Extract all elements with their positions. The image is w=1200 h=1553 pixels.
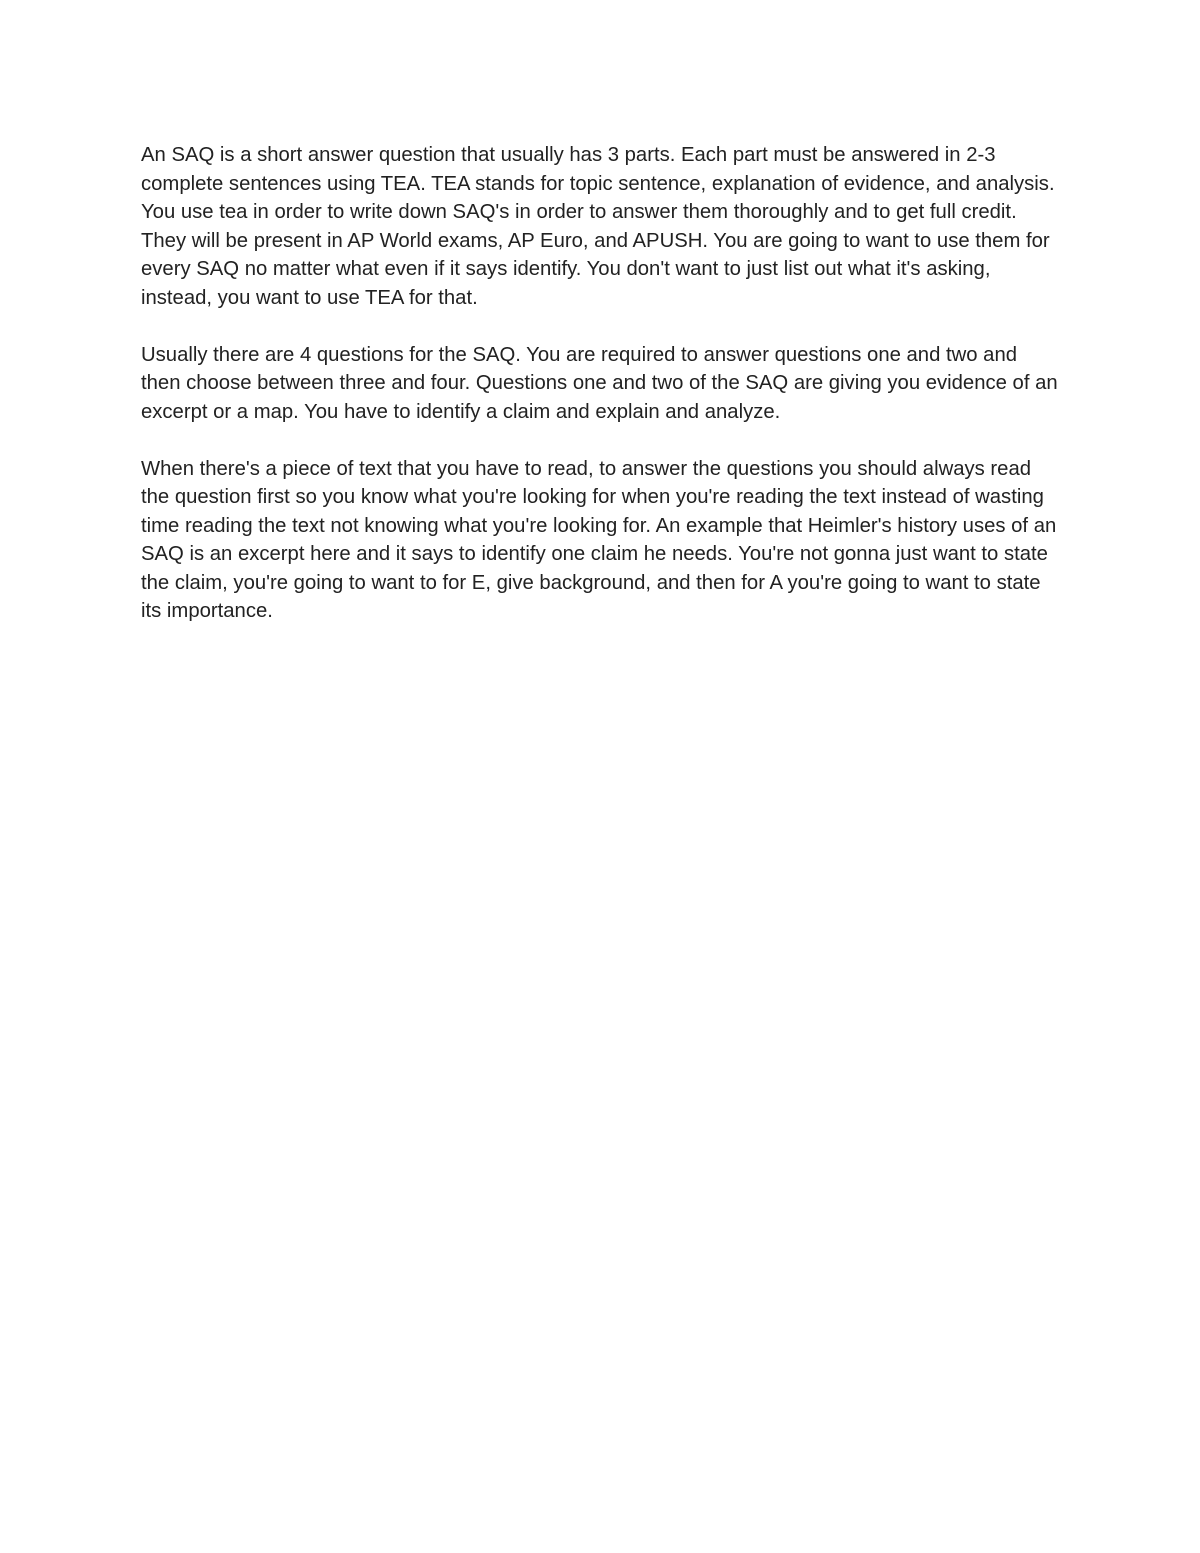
paragraph-saq-questions: Usually there are 4 questions for the SAQ. You are required to answer questions one and two and then choose between three and four. Questions one and two of the SAQ are giving you evidence of an excerpt or a map. You have to identify a claim and explain and analyze.: [141, 343, 1058, 423]
paragraph-saq-definition: An SAQ is a short answer question that usually has 3 parts. Each part must be answered in 2-3 complete sentences using TEA. TEA stands for topic sentence, explanation of evidence, and analysis. You use tea in order to write down SAQ's in order to answer them thoroughly and to get full credit. They will be present in AP World exams, AP Euro, and APUSH. You are going to want to use them for every SAQ no matter what even if it says identify. You don't want to just list out what it's asking, instead, you want to use TEA for that.: [141, 144, 1055, 309]
document-body: [141, 141, 1059, 654]
paragraph-reading-strategy: When there's a piece of text that you have to read, to answer the questions you should always read the question first so you know what you're looking for when you're reading the text instead of wasting time reading the text not knowing what you're looking for. An example that Heimler's history uses of an SAQ is an excerpt here and it says to identify one claim he needs. You're not gonna just want to state the claim, you're going to want to for E, give background, and then for A you're going to want to state its importance.: [141, 457, 1057, 622]
